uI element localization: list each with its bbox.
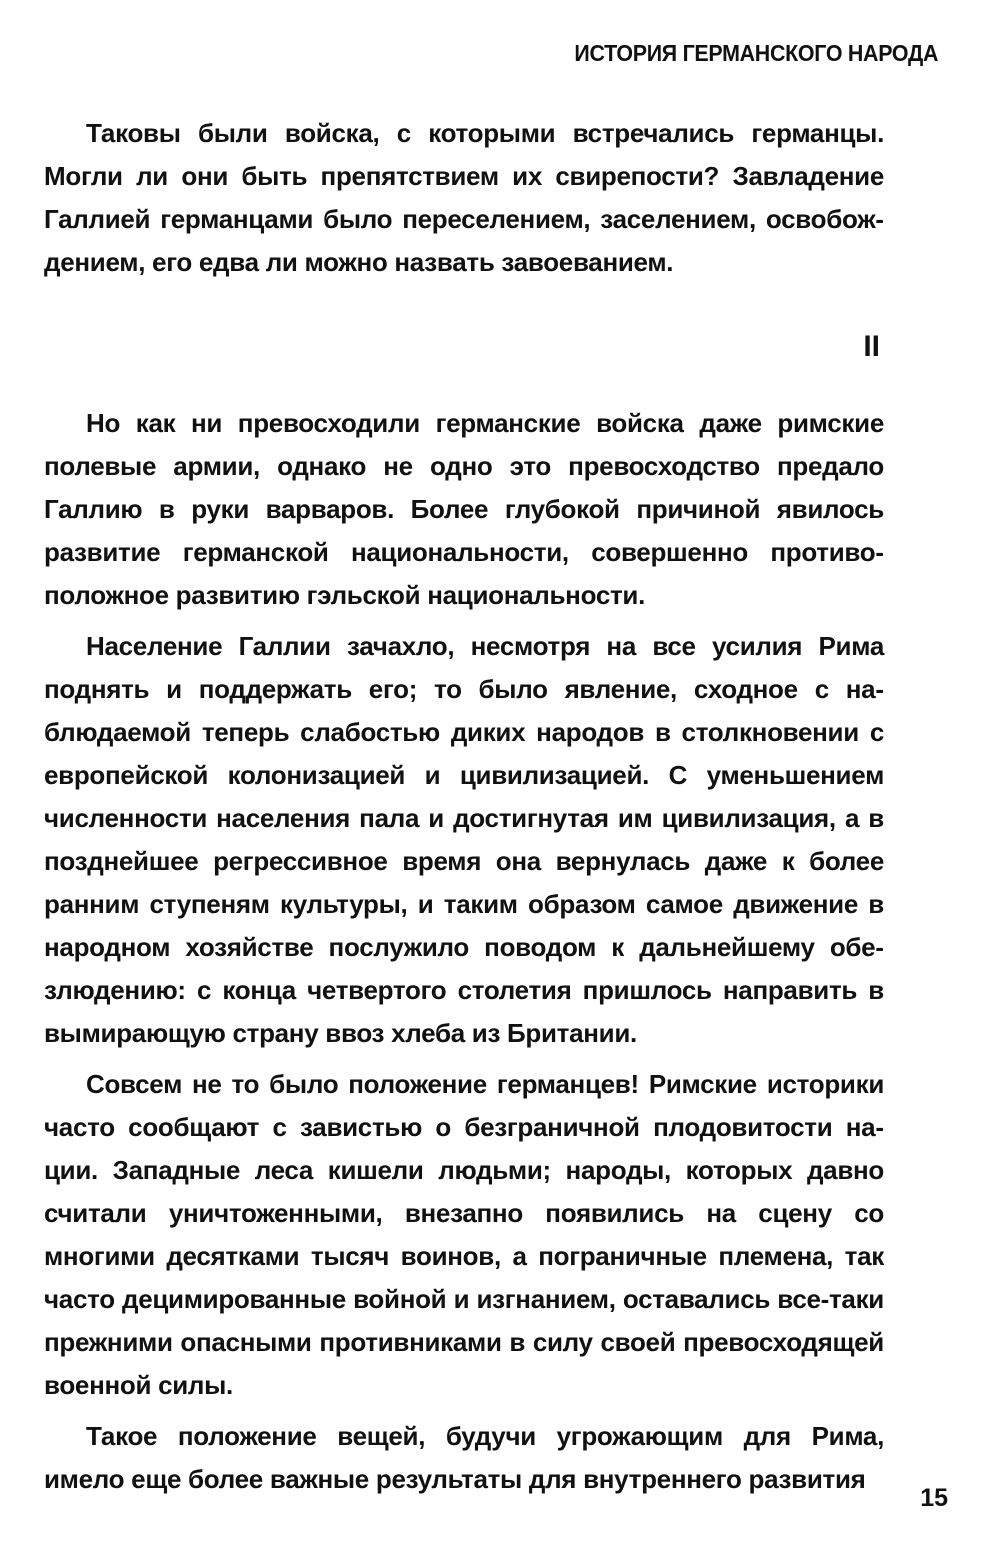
intro-paragraph: Таковы были войска, с которыми встречались германцы. Могли ли они быть препятствием их свирепости? Завладение Галлией германцами было переселением, заселением, освобождением, его едва ли можно назвать завоеванием. (44, 118, 884, 277)
paragraph-4: Такое положение вещей, будучи угрожающим для Рима, имело еще более важные результаты для внутреннего развития (44, 1421, 884, 1494)
paragraph-3: Совсем не то было положение германцев! Римские историки часто сообщают с завистью о безграничной плодовитости нации. Западные леса кишели людьми; народы, которых давно считали уничтоженными, внезапно появились на сцену со многими десятками тысяч воинов, а пограничные племена, так часто децимированные войной и изгнанием, оставались все-таки прежними опасными противниками в силу своей превосходящей военной силы. (44, 1069, 884, 1400)
running-head: ИСТОРИЯ ГЕРМАНСКОГО НАРОДА (574, 40, 938, 66)
page-number: 15 (920, 1484, 948, 1512)
section-number: II (863, 330, 880, 363)
paragraph-1: Но как ни превосходили германские войска даже римские полевые армии, однако не одно это превосходство предало Галлию в руки варваров. Более глубокой причиной явилось развитие германской национальности, совершенно противоположное развитию гэльской национальности. (44, 408, 884, 610)
text-block-main (44, 402, 884, 1501)
paragraph-2: Население Галлии зачахло, несмотря на все усилия Рима поднять и поддержать его; то было явление, сходное с наблюдаемой теперь слабостью диких народов в столкновении с европейской колонизацией и цивилизацией. С уменьшением численности населения пала и достигнутая им цивилизация, а в позднейшее регрессивное время она вернулась даже к более ранним ступеням культуры, и таким образом самое движение в народном хозяйстве послужило поводом к дальнейшему обезлюдению: с конца четвертого столетия пришлось направить в вымирающую страну ввоз хлеба из Британии. (44, 631, 884, 1048)
text-block-top (44, 112, 884, 284)
